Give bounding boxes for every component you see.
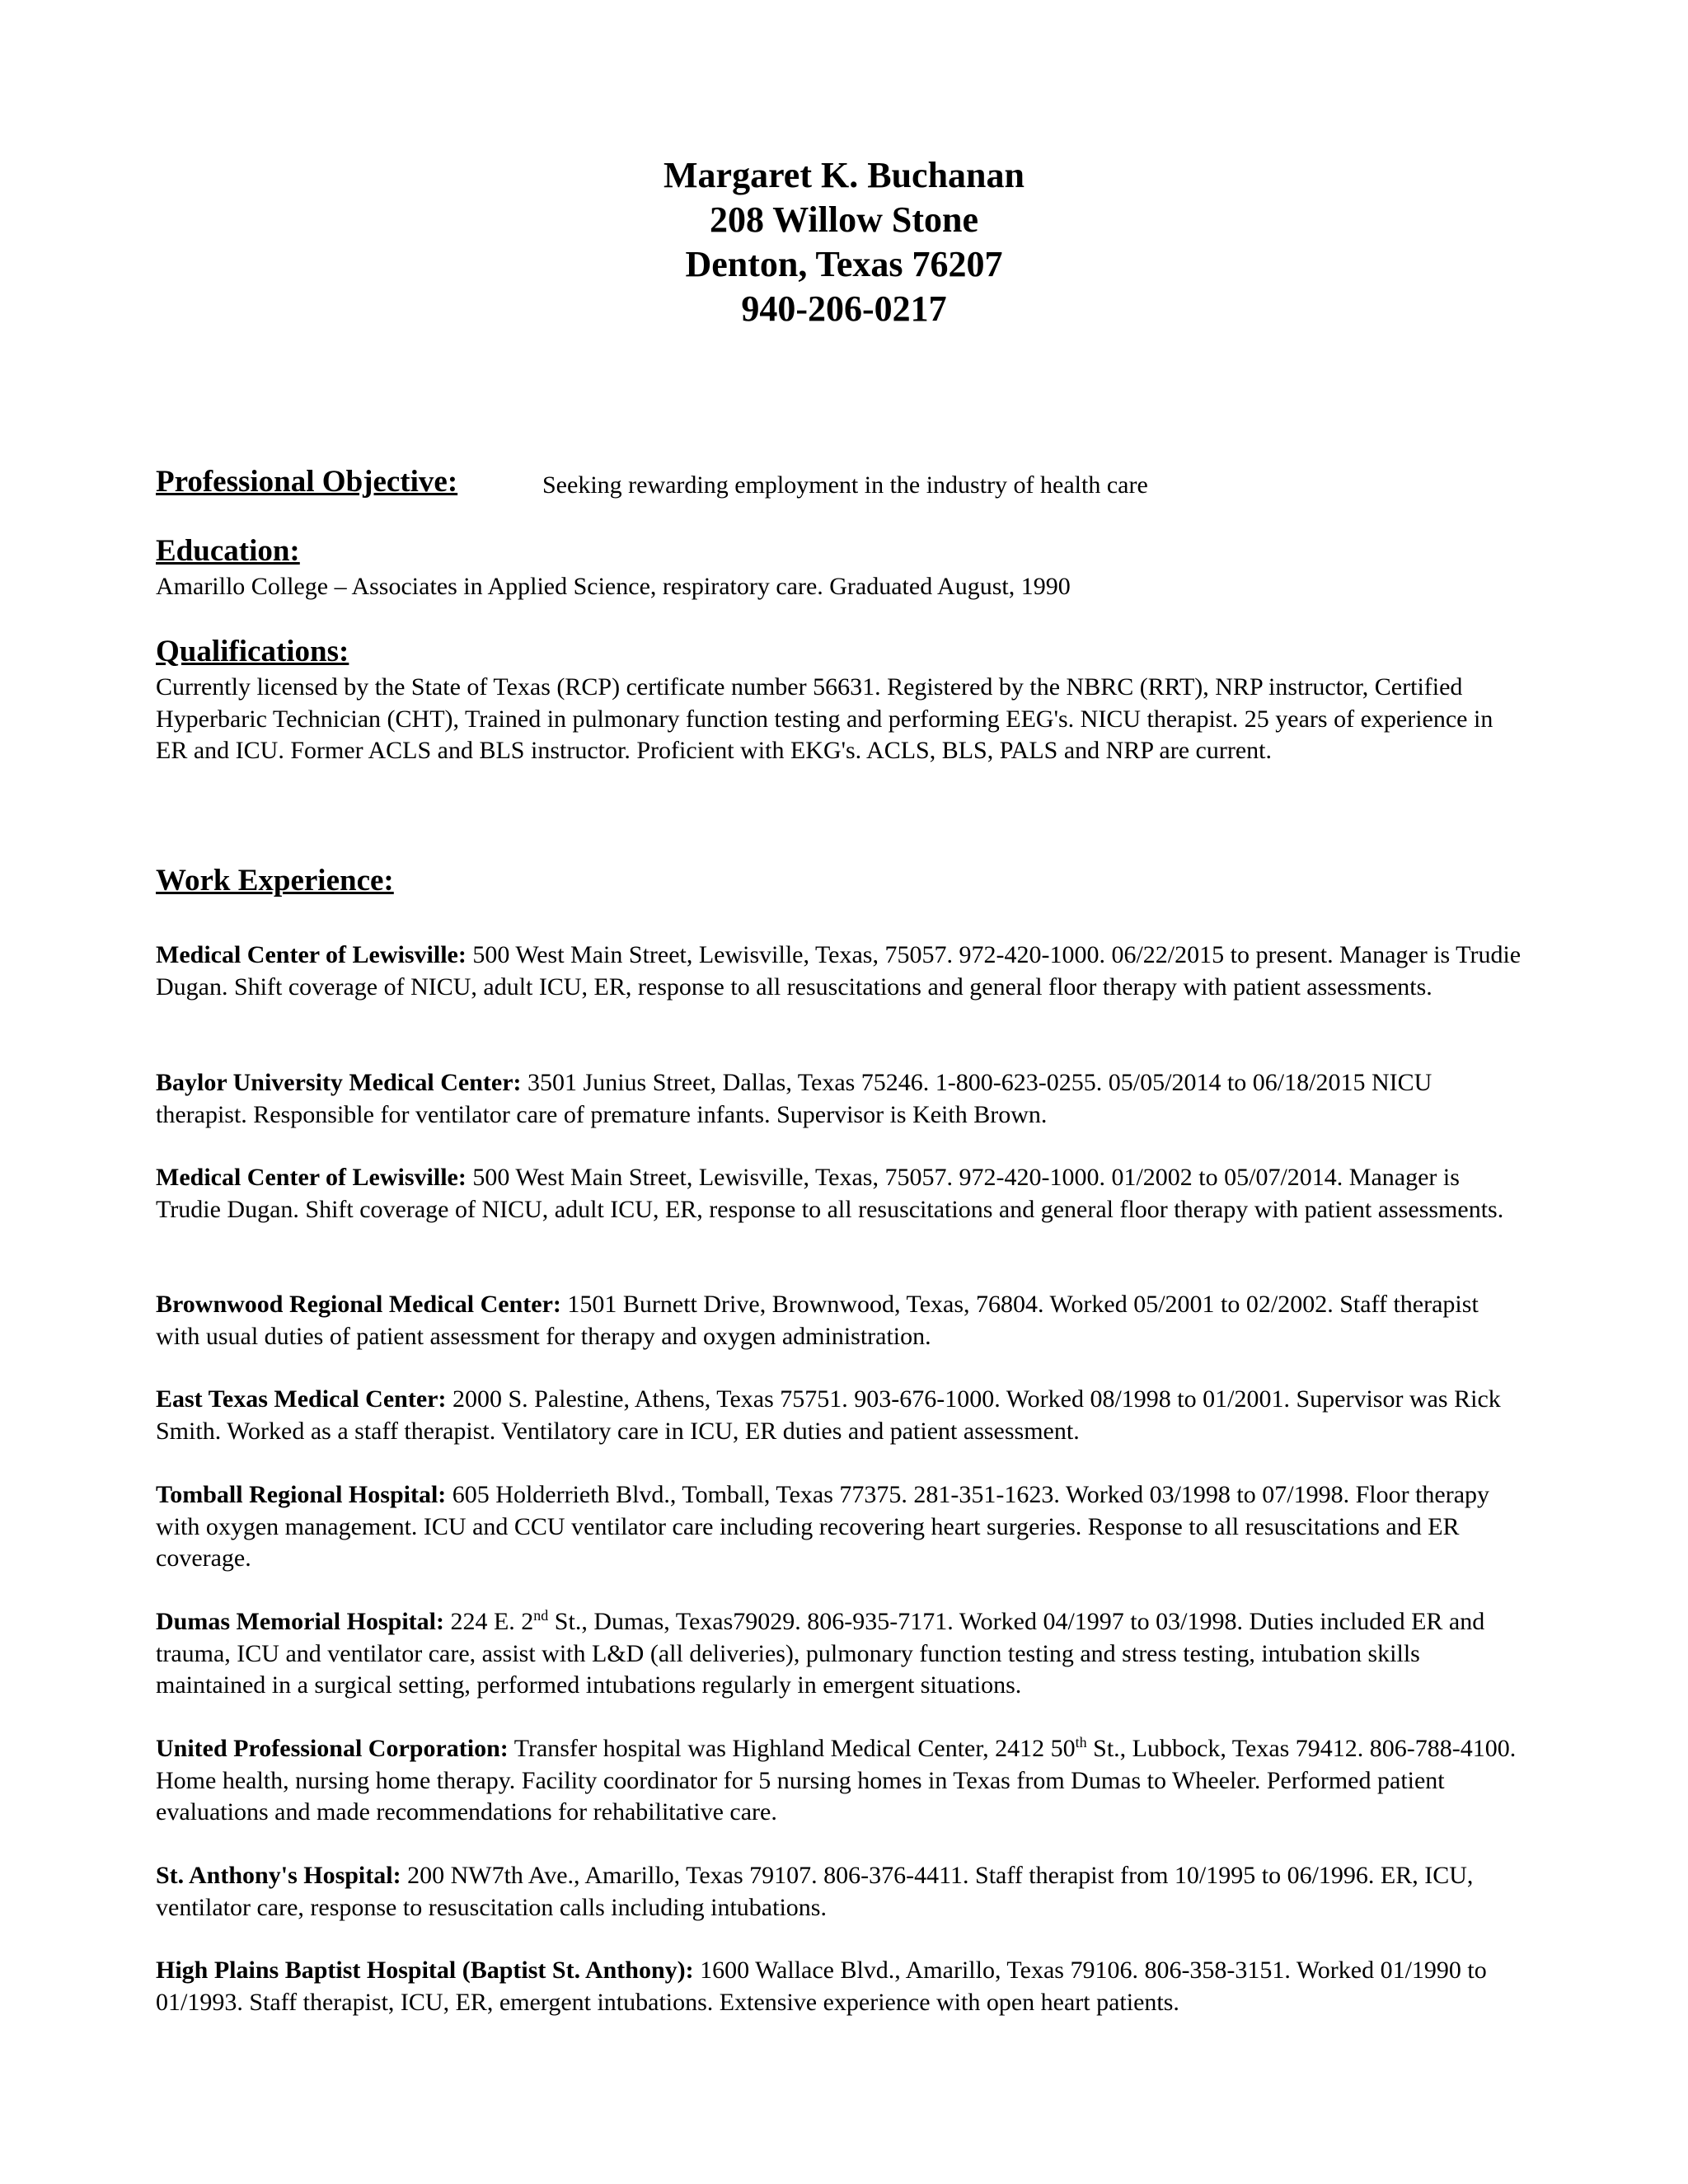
job-entry [156,1067,1524,1131]
job-entry [156,1162,1524,1226]
job-details: 500 West Main Street, Lewisville, Texas, 75057. 972-420-1000. 06/22/2015 to present. Manager is Trudie Dugan. Shift coverage of NICU, adult ICU, ER, response to all resuscitations and general floor therapy with patient assessments. [156,941,1522,1001]
job-details: 1501 Burnett Drive, Brownwood, Texas, 76804. Worked 05/2001 to 02/2002. Staff therapist with usual duties of patient assessment for therapy and oxygen administration. [156,1291,1479,1350]
objective-text: Seeking rewarding employment in the industry of health care [542,471,1148,499]
qualifications-text: Currently licensed by the State of Texas (RCP) certificate number 56631. Registered by the NBRC (RRT), NRP instructor, Certified Hyperbaric Technician (CHT), Trained in pulmonary function testing and performing EEG's. NICU therapist. 25 years of experience in ER and ICU. Former ACLS and BLS instructor. Proficient with EKG's. ACLS, BLS, PALS and NRP are current. [156,673,1493,764]
employer-name: Brownwood Regional Medical Center: [156,1291,561,1318]
employer-name: Dumas Memorial Hospital: [156,1608,444,1635]
city-state-zip: Denton, Texas 76207 [685,244,1003,284]
employer-name: St. Anthony's Hospital: [156,1862,401,1889]
job-entry [156,1479,1524,1575]
job-entry [156,1733,1524,1829]
employer-name: Medical Center of Lewisville: [156,941,467,968]
applicant-name: Margaret K. Buchanan [663,155,1025,195]
employer-name: United Professional Corporation: [156,1735,509,1762]
phone-number: 940-206-0217 [741,288,947,329]
job-entry [156,1384,1524,1447]
job-details-part-2: St., Dumas, Texas79029. 806-935-7171. Worked 04/1997 to 03/1998. Duties included ER and trauma, ICU and ventilator care, assist with L&D (all deliveries), pulmonary function testing and stress testing, intubation skills maintained in a surgical setting, performed intubations regularly in emergent situations. [156,1608,1485,1699]
work-experience-heading: Work Experience: [156,864,394,898]
street-address: 208 Willow Stone [710,199,978,240]
ordinal-suffix: th [1075,1734,1087,1750]
employer-name: High Plains Baptist Hospital (Baptist St. Anthony): [156,1957,694,1984]
employer-name: Medical Center of Lewisville: [156,1164,467,1191]
job-entry [156,1289,1524,1352]
objective-heading: Professional Objective: [156,465,458,499]
job-details: 200 NW7th Ave., Amarillo, Texas 79107. 806-376-4411. Staff therapist from 10/1995 to 06/1996. ER, ICU, ventilator care, response to resuscitation calls including intubations. [156,1862,1474,1921]
job-details: 1600 Wallace Blvd., Amarillo, Texas 79106. 806-358-3151. Worked 01/1990 to 01/1993. Staff therapist, ICU, ER, emergent intubations. Extensive experience with open heart patients. [156,1957,1487,2016]
qualifications-heading: Qualifications: [156,635,349,668]
employer-name: Tomball Regional Hospital: [156,1481,447,1508]
job-details-part-2: St., Lubbock, Texas 79412. 806-788-4100. Home health, nursing home therapy. Facility coordinator for 5 nursing homes in Texas from Dumas to Wheeler. Performed patient evaluations and made recommendations for rehabilitative care. [156,1735,1517,1825]
job-details: 605 Holderrieth Blvd., Tomball, Texas 77375. 281-351-1623. Worked 03/1998 to 07/1998. Floor therapy with oxygen management. ICU and CCU ventilator care including recovering heart surgeries. Response to all resuscitations and ER coverage. [156,1481,1490,1572]
job-details-part-1: Transfer hospital was Highland Medical Center, 2412 50 [508,1735,1076,1762]
employer-name: East Texas Medical Center: [156,1385,447,1413]
education-text: Amarillo College – Associates in Applied Science, respiratory care. Graduated August, 1990 [156,573,1071,600]
job-entry [156,1860,1524,1924]
job-entry [156,940,1524,1003]
job-details: 500 West Main Street, Lewisville, Texas, 75057. 972-420-1000. 01/2002 to 05/07/2014. Manager is Trudie Dugan. Shift coverage of NICU, adult ICU, ER, response to all resuscitations and general floor therapy with patient assessments. [156,1164,1504,1223]
ordinal-suffix: nd [533,1607,549,1624]
job-details-part-1: 224 E. 2 [443,1608,534,1635]
job-details: 2000 S. Palestine, Athens, Texas 75751. 903-676-1000. Worked 08/1998 to 01/2001. Supervisor was Rick Smith. Worked as a staff therapist. Ventilatory care in ICU, ER duties and patient assessment. [156,1385,1501,1445]
contact-header [0,153,1688,331]
job-entry [156,1606,1524,1702]
education-heading: Education: [156,534,300,568]
employer-name: Baylor University Medical Center: [156,1069,522,1096]
job-entry [156,1955,1524,2018]
job-details: 3501 Junius Street, Dallas, Texas 75246. 1-800-623-0255. 05/05/2014 to 06/18/2015 NICU therapist. Responsible for ventilator care of premature infants. Supervisor is Keith Brown. [156,1069,1432,1128]
